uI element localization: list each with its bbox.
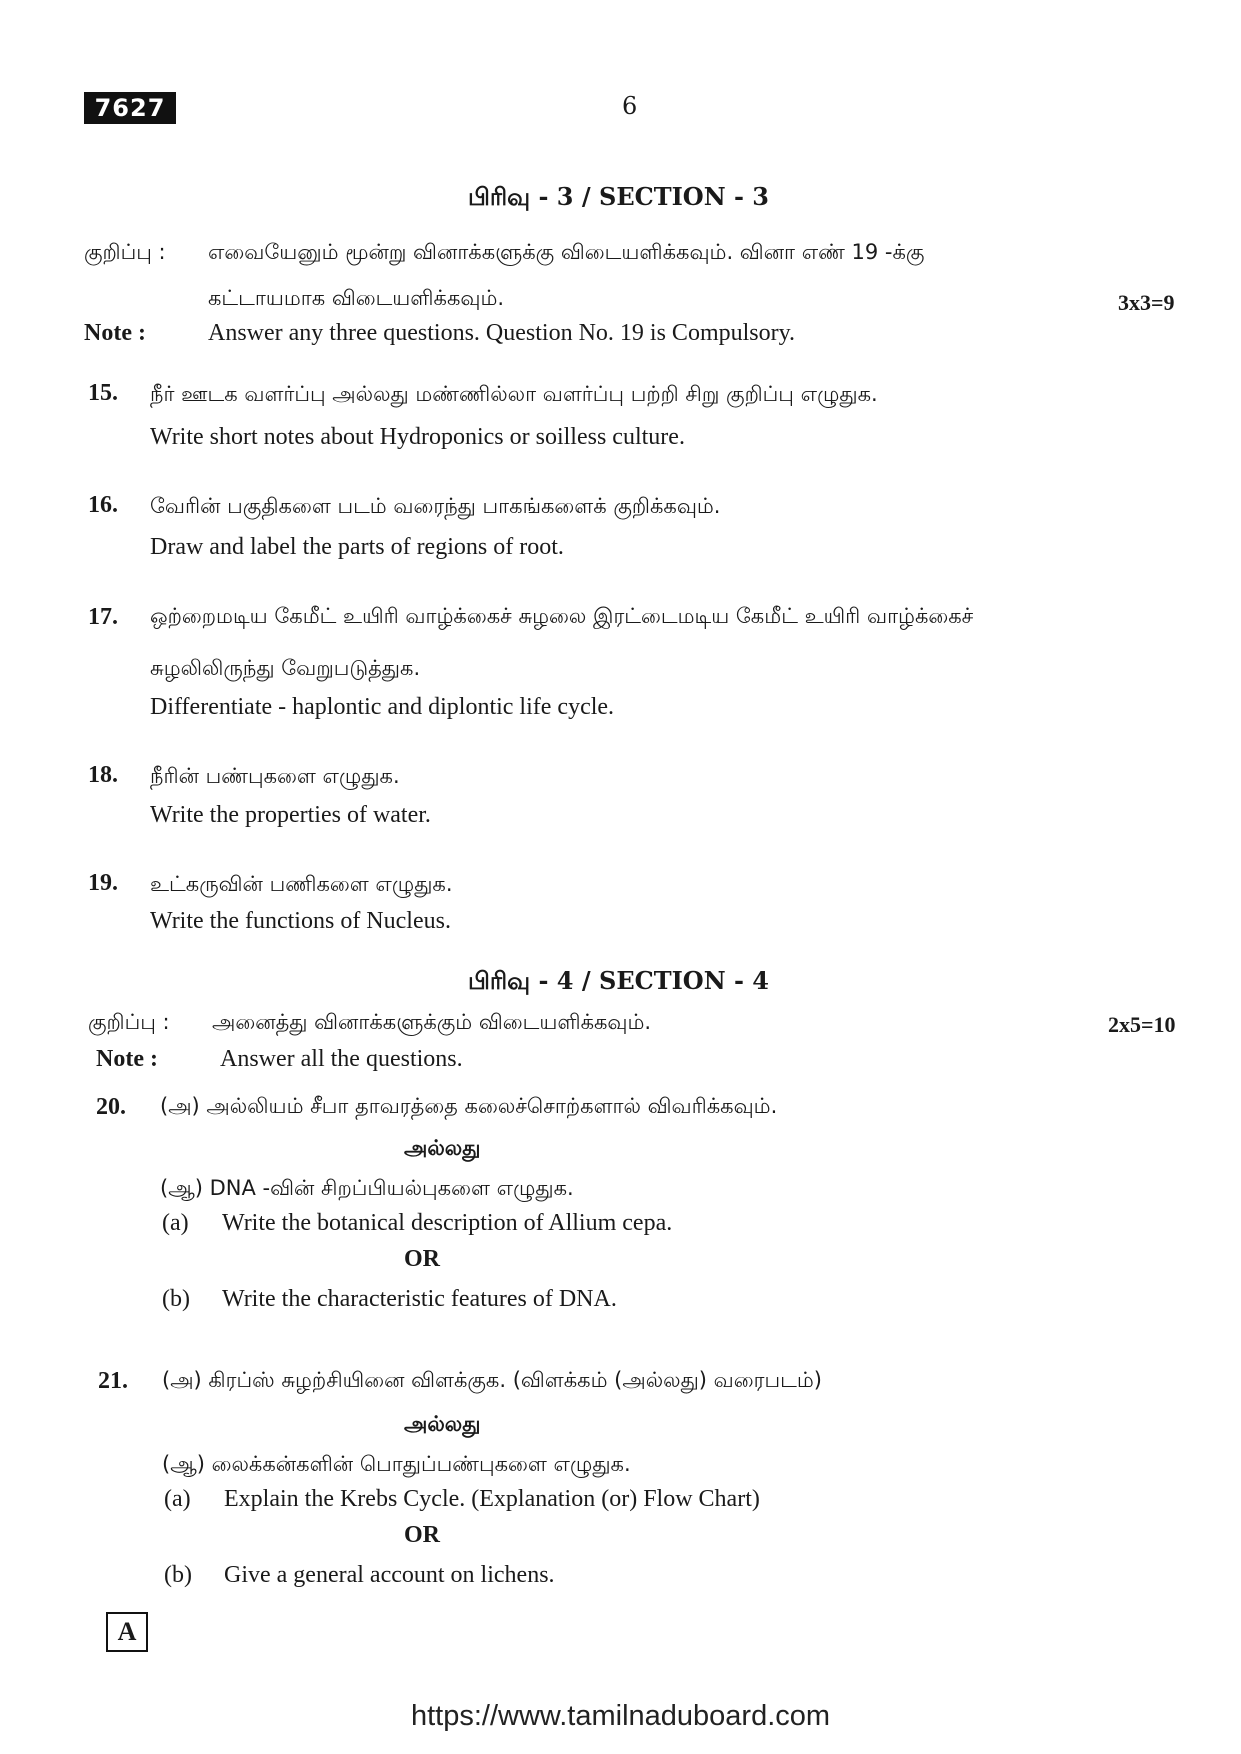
option-b-ta: (ஆ) DNA -வின் சிறப்பியல்புகளை எழுதுக. — [160, 1176, 574, 1200]
question-text-en: Write short notes about Hydroponics or soilless culture. — [150, 424, 685, 450]
question-number: 21. — [98, 1368, 128, 1394]
option-b-label: (b) — [162, 1286, 190, 1312]
question-text-en: Write the functions of Nucleus. — [150, 908, 451, 934]
question-text-ta: உட்கருவின் பணிகளை எழுதுக. — [150, 872, 453, 896]
question-number: 20. — [96, 1094, 126, 1120]
section-4-marks: 2x5=10 — [1108, 1012, 1176, 1037]
section-4-note-ta: அனைத்து வினாக்களுக்கும் விடையளிக்கவும். — [212, 1010, 652, 1034]
or-ta: அல்லது — [404, 1412, 481, 1436]
question-number: 16. — [88, 492, 118, 518]
or-ta: அல்லது — [404, 1136, 481, 1160]
option-a-en: Write the botanical description of Allium cepa. — [222, 1210, 673, 1236]
page-letter-box: A — [106, 1612, 148, 1652]
option-a-en: Explain the Krebs Cycle. (Explanation (or) Flow Chart) — [224, 1486, 760, 1512]
section-3-note-label-en: Note : — [84, 320, 146, 346]
or-en: OR — [404, 1246, 440, 1272]
paper-code-badge: 7627 — [84, 92, 176, 124]
section-4-note-label-ta: குறிப்பு : — [88, 1010, 170, 1034]
question-text-ta: நீரின் பண்புகளை எழுதுக. — [150, 764, 400, 788]
section-3-note-ta-line1: எவையேனும் மூன்று வினாக்களுக்கு விடையளிக்கவும். வினா எண் 19 -க்கு — [208, 240, 925, 264]
section-4-note-label-en: Note : — [96, 1046, 158, 1072]
question-number: 19. — [88, 870, 118, 896]
option-b-en: Write the characteristic features of DNA. — [222, 1286, 617, 1312]
option-b-en: Give a general account on lichens. — [224, 1562, 555, 1588]
question-text-ta: ஒற்றைமடிய கேமீட் உயிரி வாழ்க்கைச் சுழலை இரட்டைமடிய கேமீட் உயிரி வாழ்க்கைச் — [150, 604, 974, 628]
section-3-note-en: Answer any three questions. Question No. 19 is Compulsory. — [208, 320, 796, 346]
question-text-en: Draw and label the parts of regions of root. — [150, 534, 564, 560]
question-text-ta: நீர் ஊடக வளர்ப்பு அல்லது மண்ணில்லா வளர்ப்பு பற்றி சிறு குறிப்பு எழுதுக. — [150, 382, 878, 406]
question-text-en: Differentiate - haplontic and diplontic life cycle. — [150, 694, 615, 720]
question-text-ta: வேரின் பகுதிகளை படம் வரைந்து பாகங்களைக் குறிக்கவும். — [150, 494, 721, 518]
option-a-ta: (அ) அல்லியம் சீபா தாவரத்தை கலைச்சொற்களால் விவரிக்கவும். — [160, 1094, 778, 1118]
page-number: 6 — [622, 92, 638, 120]
section-4-note-en: Answer all the questions. — [220, 1046, 463, 1072]
option-b-label: (b) — [164, 1562, 192, 1588]
section-3-marks: 3x3=9 — [1118, 290, 1175, 315]
question-number: 18. — [88, 762, 118, 788]
section-3-note-label-ta: குறிப்பு : — [84, 240, 166, 264]
option-a-label: (a) — [162, 1210, 189, 1236]
question-text-ta-cont: சுழலிலிருந்து வேறுபடுத்துக. — [150, 656, 421, 680]
section-3-title: பிரிவு - 3 / SECTION - 3 — [468, 182, 770, 211]
question-text-en: Write the properties of water. — [150, 802, 431, 828]
section-4-title: பிரிவு - 4 / SECTION - 4 — [468, 966, 770, 995]
question-number: 17. — [88, 604, 118, 630]
option-b-ta: (ஆ) லைக்கன்களின் பொதுப்பண்புகளை எழுதுக. — [162, 1452, 631, 1476]
question-number: 15. — [88, 380, 118, 406]
source-url[interactable]: https://www.tamilnaduboard.com — [410, 1700, 831, 1732]
section-3-note-ta-line2: கட்டாயமாக விடையளிக்கவும். — [208, 286, 505, 310]
option-a-label: (a) — [164, 1486, 191, 1512]
option-a-ta: (அ) கிரப்ஸ் சுழற்சியினை விளக்குக. (விளக்கம் (அல்லது) வரைபடம்) — [162, 1368, 822, 1392]
or-en: OR — [404, 1522, 440, 1548]
